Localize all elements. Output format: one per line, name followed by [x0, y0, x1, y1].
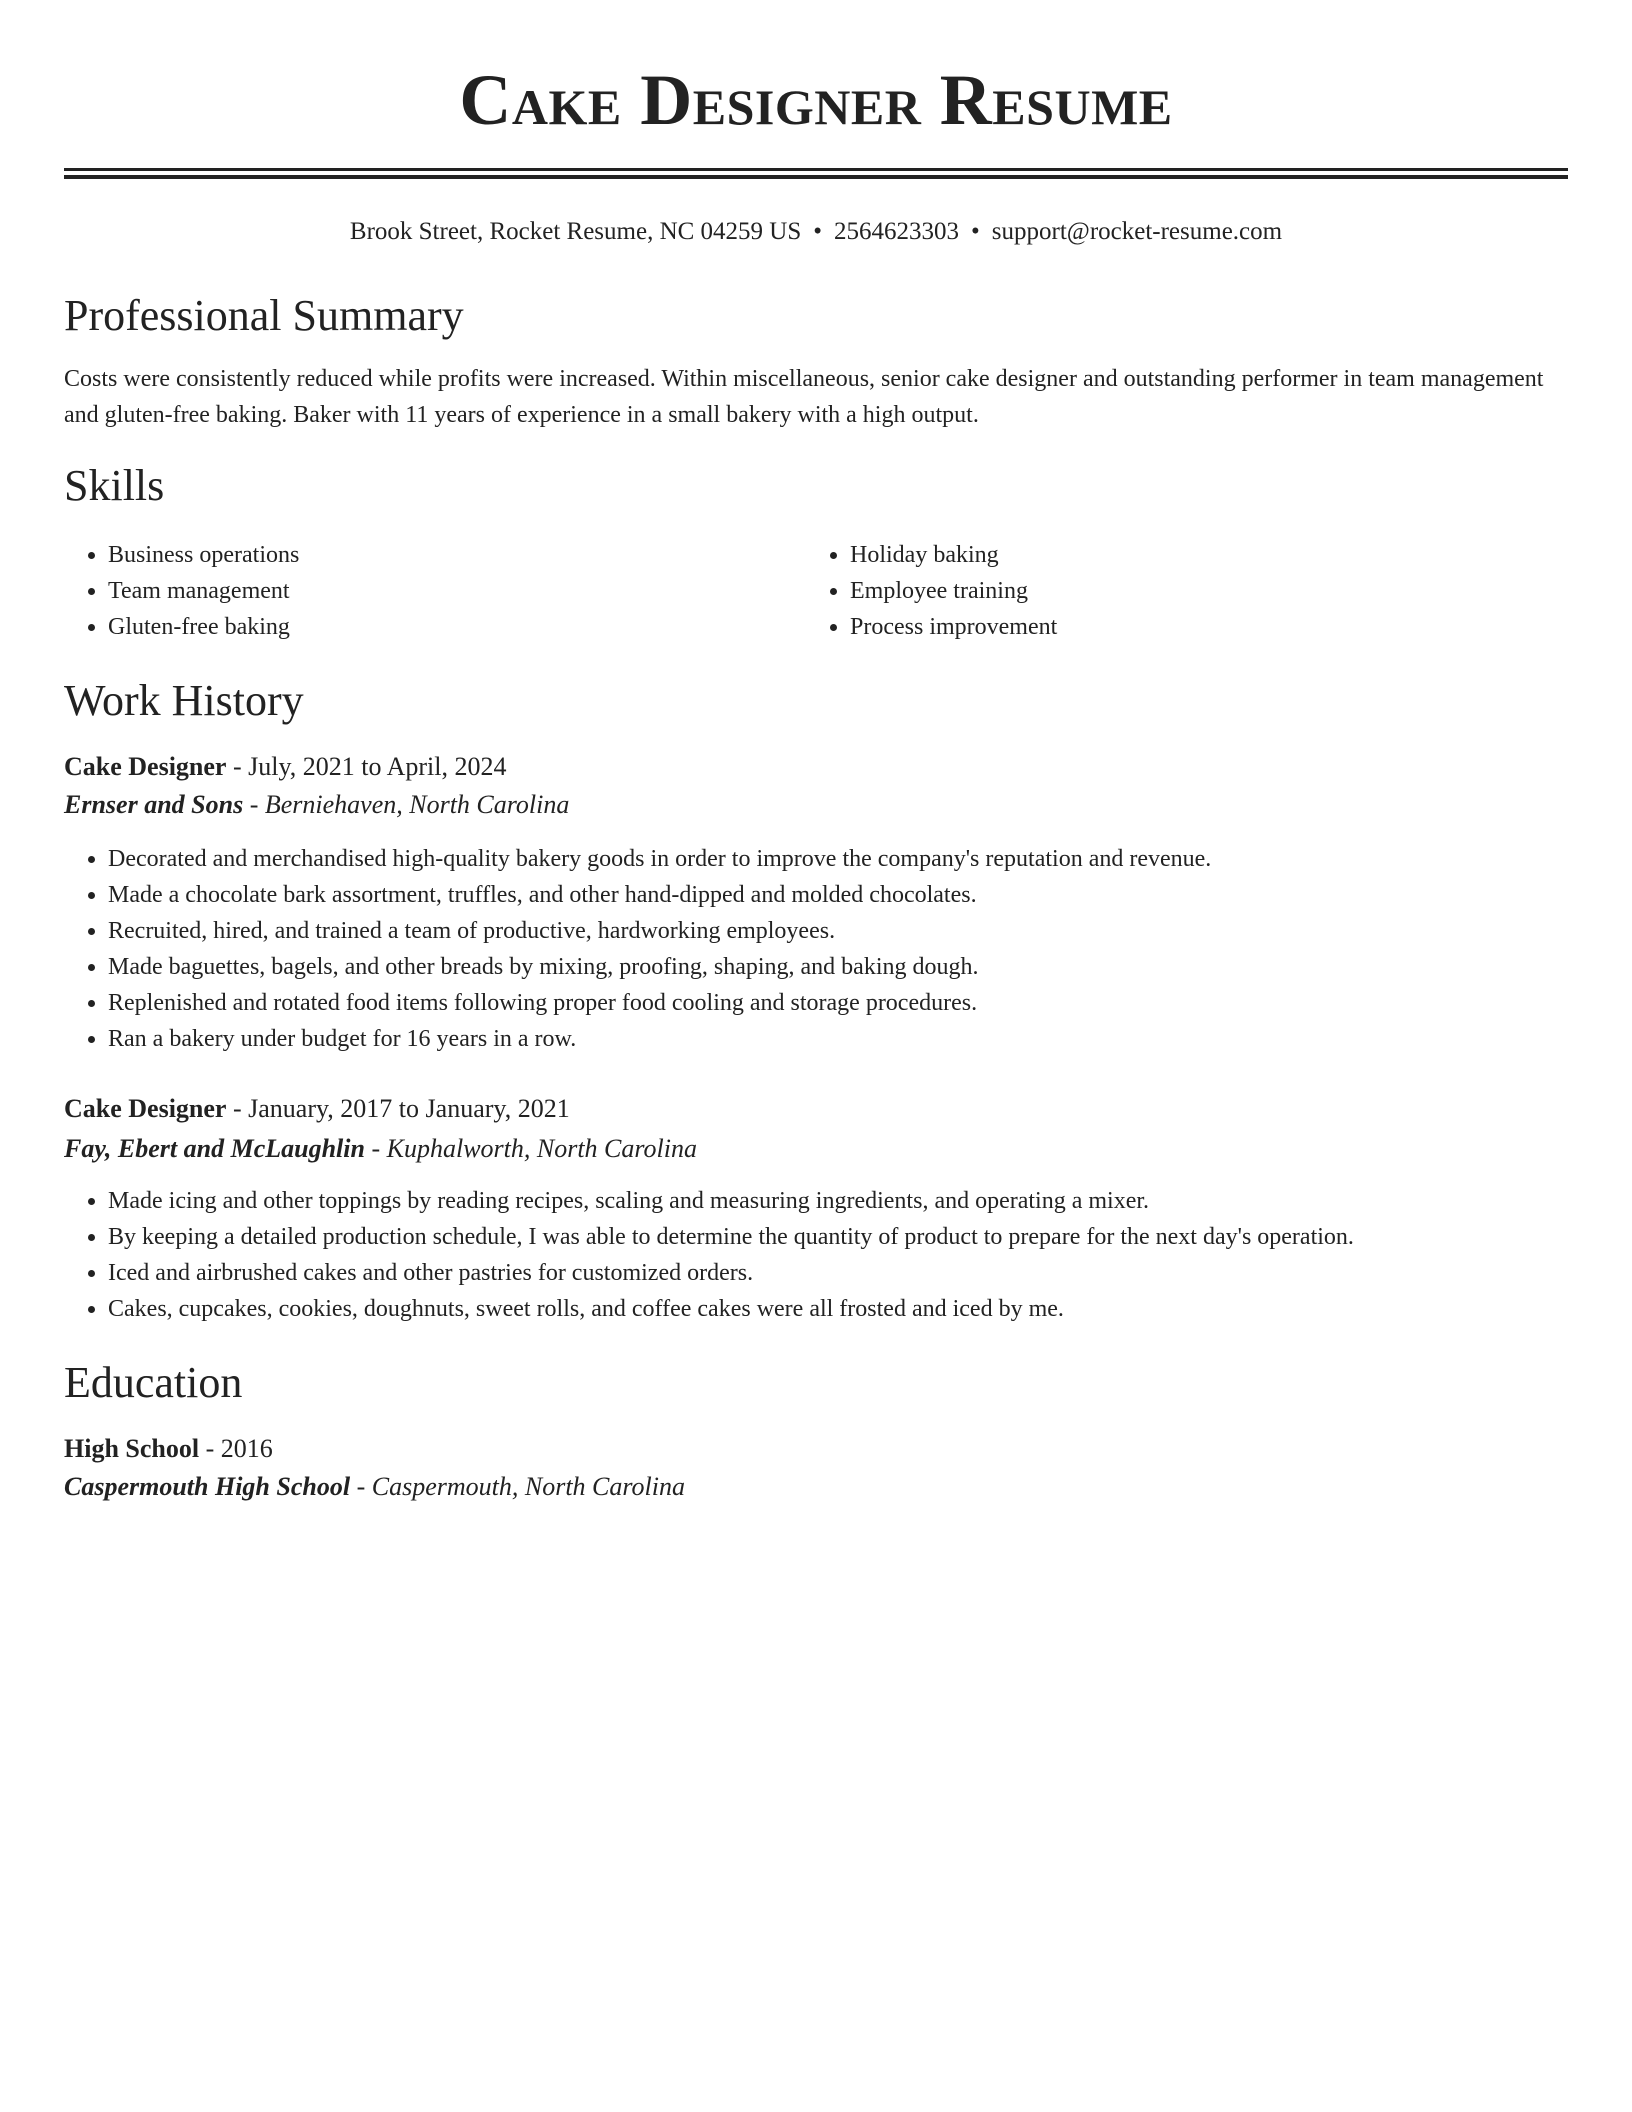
list-item: • By keeping a detailed production schedule, I was able to determine the quantity of product to prepare for the next day's operation.	[108, 1219, 1568, 1255]
job-dates: - July, 2021 to April, 2024	[232, 752, 507, 781]
job-title: Cake Designer	[64, 1094, 227, 1123]
contact-separator: •	[971, 218, 980, 245]
job-header	[64, 748, 506, 786]
list-item: • Iced and airbrushed cakes and other pastries for customized orders.	[108, 1255, 1568, 1291]
job-company: Fay, Ebert and McLaughlin	[64, 1134, 365, 1163]
list-item: • Decorated and merchandised high-quality bakery goods in order to improve the company's reputation and revenue.	[108, 841, 1568, 877]
education-location: - Caspermouth, North Carolina	[356, 1472, 685, 1501]
job-dates: - January, 2017 to January, 2021	[232, 1094, 570, 1123]
skill-item: • Employee training	[850, 573, 1550, 609]
list-item: • Made icing and other toppings by reading recipes, scaling and measuring ingredients, and operating a mixer.	[108, 1183, 1568, 1219]
skill-item: • Process improvement	[850, 609, 1550, 645]
contact-email: support@rocket-resume.com	[991, 218, 1283, 245]
job-location: - Kuphalworth, North Carolina	[371, 1134, 698, 1163]
contact-line	[64, 212, 1568, 252]
list-item: • Recruited, hired, and trained a team of productive, hardworking employees.	[108, 913, 1568, 949]
job-location: - Berniehaven, North Carolina	[249, 790, 570, 819]
education-year: - 2016	[205, 1434, 273, 1463]
job-title: Cake Designer	[64, 752, 227, 781]
job-bullets	[64, 841, 1568, 1057]
list-item: • Made a chocolate bark assortment, truffles, and other hand-dipped and molded chocolates.	[108, 877, 1568, 913]
contact-phone: 2564623303	[834, 218, 960, 245]
header-rule-bottom	[64, 175, 1568, 179]
education-header	[64, 1430, 273, 1468]
job-company-line	[64, 786, 569, 824]
list-item: • Replenished and rotated food items following proper food cooling and storage procedures.	[108, 985, 1568, 1021]
job-header	[64, 1090, 570, 1128]
skill-item: • Business operations	[108, 537, 808, 573]
page-title: Cake Designer Resume	[459, 60, 1173, 140]
skills-list-left	[64, 537, 808, 645]
header-rule-top	[64, 168, 1568, 171]
education-school: Caspermouth High School	[64, 1472, 351, 1501]
list-item: • Ran a bakery under budget for 16 years in a row.	[108, 1021, 1568, 1057]
education-school-line	[64, 1468, 685, 1506]
contact-address: Brook Street, Rocket Resume, NC 04259 US	[349, 218, 802, 245]
education-heading: Education	[64, 1358, 243, 1407]
education-degree: High School	[64, 1434, 200, 1463]
contact-separator: •	[813, 218, 823, 245]
list-item: • Cakes, cupcakes, cookies, doughnuts, sweet rolls, and coffee cakes were all frosted and iced by me.	[108, 1291, 1568, 1327]
skills-list-right	[806, 537, 1550, 645]
skills-heading: Skills	[64, 461, 165, 510]
job-bullets	[64, 1183, 1568, 1327]
list-item: • Made baguettes, bagels, and other breads by mixing, proofing, shaping, and baking dough.	[108, 949, 1568, 985]
summary-text: Costs were consistently reduced while profits were increased. Within miscellaneous, senior cake designer and outstanding performer in team management and gluten-free baking. Baker with 11 years of experience in a small bakery with a high output.	[64, 366, 1544, 428]
summary-heading: Professional Summary	[64, 291, 464, 340]
skill-item: • Gluten-free baking	[108, 609, 808, 645]
skill-item: • Team management	[108, 573, 808, 609]
job-company-line	[64, 1130, 697, 1168]
job-company: Ernser and Sons	[64, 790, 244, 819]
work-heading: Work History	[64, 676, 304, 725]
skill-item: • Holiday baking	[850, 537, 1550, 573]
